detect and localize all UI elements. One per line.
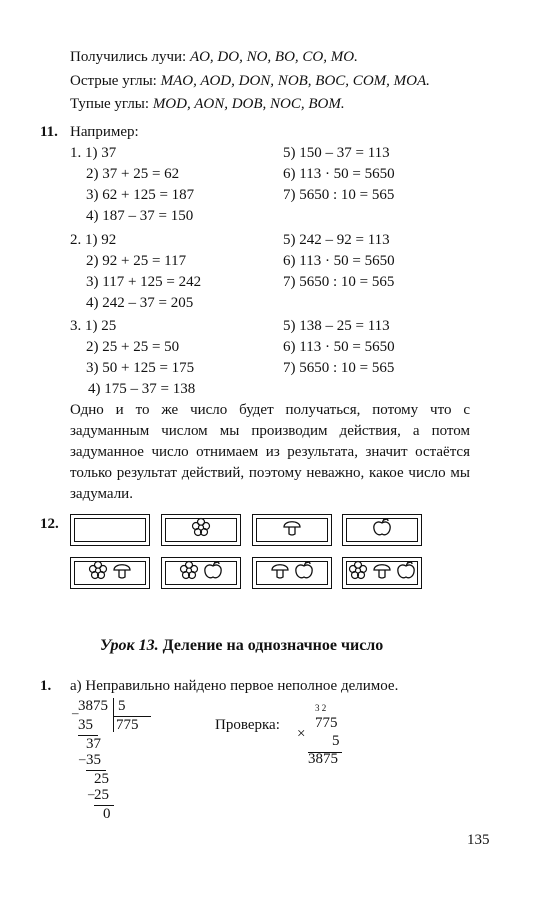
- task12-box-6: [161, 557, 241, 589]
- apple-icon: [371, 516, 393, 545]
- obtuse-label: Тупые углы:: [70, 96, 153, 112]
- acute-value: MAO, AOD, DON, NOB, BOC, COM, MOA.: [160, 73, 430, 89]
- check-carry: 3 2: [315, 703, 327, 713]
- division-minus-2: –: [79, 751, 86, 766]
- task12-box-5: [70, 557, 150, 589]
- task11-b2-r1: 6) 113 · 50 = 5650: [283, 253, 395, 269]
- task12-box-7: [252, 557, 332, 589]
- task11-b3-l3: 4) 175 – 37 = 138: [88, 381, 196, 397]
- task11-b3-l0: 3. 1) 25: [70, 318, 117, 334]
- division-step-2: 37: [86, 736, 101, 752]
- division-minus-1: –: [72, 705, 79, 720]
- division-step-5: 25: [94, 787, 109, 803]
- task11-b2-l1: 2) 92 + 25 = 117: [86, 253, 187, 269]
- box8-icons: [346, 561, 418, 585]
- task12-box-3: [252, 514, 332, 546]
- task1-number: 1.: [40, 678, 52, 694]
- task11-b3-r0: 5) 138 – 25 = 113: [283, 318, 390, 334]
- task1-text: а) Неправильно найдено первое неполное делимое.: [70, 678, 399, 694]
- acute-label: Острые углы:: [70, 73, 161, 89]
- rays-line: [70, 47, 358, 68]
- box3-icons: [256, 518, 328, 542]
- task11-number: 11.: [40, 124, 58, 140]
- apple-icon: [293, 559, 315, 588]
- task12-box-4: [342, 514, 422, 546]
- flower-icon: [190, 516, 212, 545]
- rays-value: AO, DO, NO, BO, CO, MO.: [189, 49, 358, 65]
- task12-box-8: [342, 557, 422, 589]
- check-multiplicand: 775: [315, 715, 338, 731]
- lesson-label: Урок 13.: [100, 637, 159, 654]
- task11-b3-r1: 6) 113 · 50 = 5650: [283, 339, 395, 355]
- page-number: 135: [467, 832, 490, 848]
- lesson-heading: [100, 635, 383, 656]
- task11-b2-l0: 2. 1) 92: [70, 232, 117, 248]
- mushroom-icon: [281, 516, 303, 545]
- division-dividend: 3875: [78, 698, 108, 714]
- task12-box-2: [161, 514, 241, 546]
- task12-number: 12.: [40, 516, 59, 532]
- task11-b1-l0: 1. 1) 37: [70, 145, 117, 161]
- task11-b3-r2: 7) 5650 : 10 = 565: [283, 360, 395, 376]
- check-label: Проверка:: [215, 717, 280, 733]
- obtuse-value: MOD, AON, DOB, NOC, BOM.: [152, 96, 345, 112]
- division-divisor: 5: [118, 698, 126, 714]
- mushroom-icon: [111, 559, 133, 588]
- task11-b1-r1: 6) 113 · 50 = 5650: [283, 166, 395, 182]
- rays-label: Получились лучи:: [70, 49, 190, 65]
- lesson-title: Деление на однозначное число: [158, 637, 384, 654]
- box7-icons: [256, 561, 328, 585]
- box5-icons: [74, 561, 146, 585]
- task11-b1-l1: 2) 37 + 25 = 62: [86, 166, 180, 182]
- apple-icon: [202, 559, 224, 588]
- obtuse-angles-line: [70, 94, 345, 115]
- task11-b2-r2: 7) 5650 : 10 = 565: [283, 274, 395, 290]
- division-minus-3: –: [88, 786, 95, 801]
- box4-icons: [346, 518, 418, 542]
- box2-icons: [165, 518, 237, 542]
- task11-b3-l1: 2) 25 + 25 = 50: [86, 339, 180, 355]
- task11-b1-r0: 5) 150 – 37 = 113: [283, 145, 390, 161]
- flower-icon: [87, 559, 109, 588]
- box6-icons: [165, 561, 237, 585]
- division-step-1: 35: [78, 717, 93, 733]
- task11-b1-l3: 4) 187 – 37 = 150: [86, 208, 194, 224]
- division-quotient: 775: [116, 717, 139, 733]
- task11-b3-l2: 3) 50 + 125 = 175: [86, 360, 195, 376]
- task11-title: Например:: [70, 124, 139, 140]
- division-step-6: 0: [103, 806, 111, 822]
- task11-b2-l3: 4) 242 – 37 = 205: [86, 295, 194, 311]
- task11-explanation: Одно и то же число будет получаться, потому что с задуманным числом мы производим действия, а потом задуманное число отнимаем из результата, значит остаётся только результат действий, поэтому неважно, какое число мы задумали.: [70, 402, 470, 502]
- task11-b2-r0: 5) 242 – 92 = 113: [283, 232, 390, 248]
- flower-icon: [178, 559, 200, 588]
- division-vertical-line: [113, 698, 114, 732]
- check-result: 3875: [308, 751, 338, 767]
- task12-box-1: [70, 514, 150, 546]
- task11-b1-r2: 7) 5650 : 10 = 565: [283, 187, 395, 203]
- mushroom-icon: [371, 559, 393, 588]
- division-step-3: 35: [86, 752, 101, 768]
- check-multiplier: 5: [332, 733, 340, 749]
- task11-b1-l2: 3) 62 + 125 = 187: [86, 187, 195, 203]
- flower-icon: [347, 559, 369, 588]
- task11-b2-l2: 3) 117 + 125 = 242: [86, 274, 202, 290]
- acute-angles-line: [70, 71, 430, 92]
- check-sign: ×: [297, 726, 306, 742]
- mushroom-icon: [269, 559, 291, 588]
- apple-icon: [395, 559, 417, 588]
- division-step-4: 25: [94, 771, 109, 787]
